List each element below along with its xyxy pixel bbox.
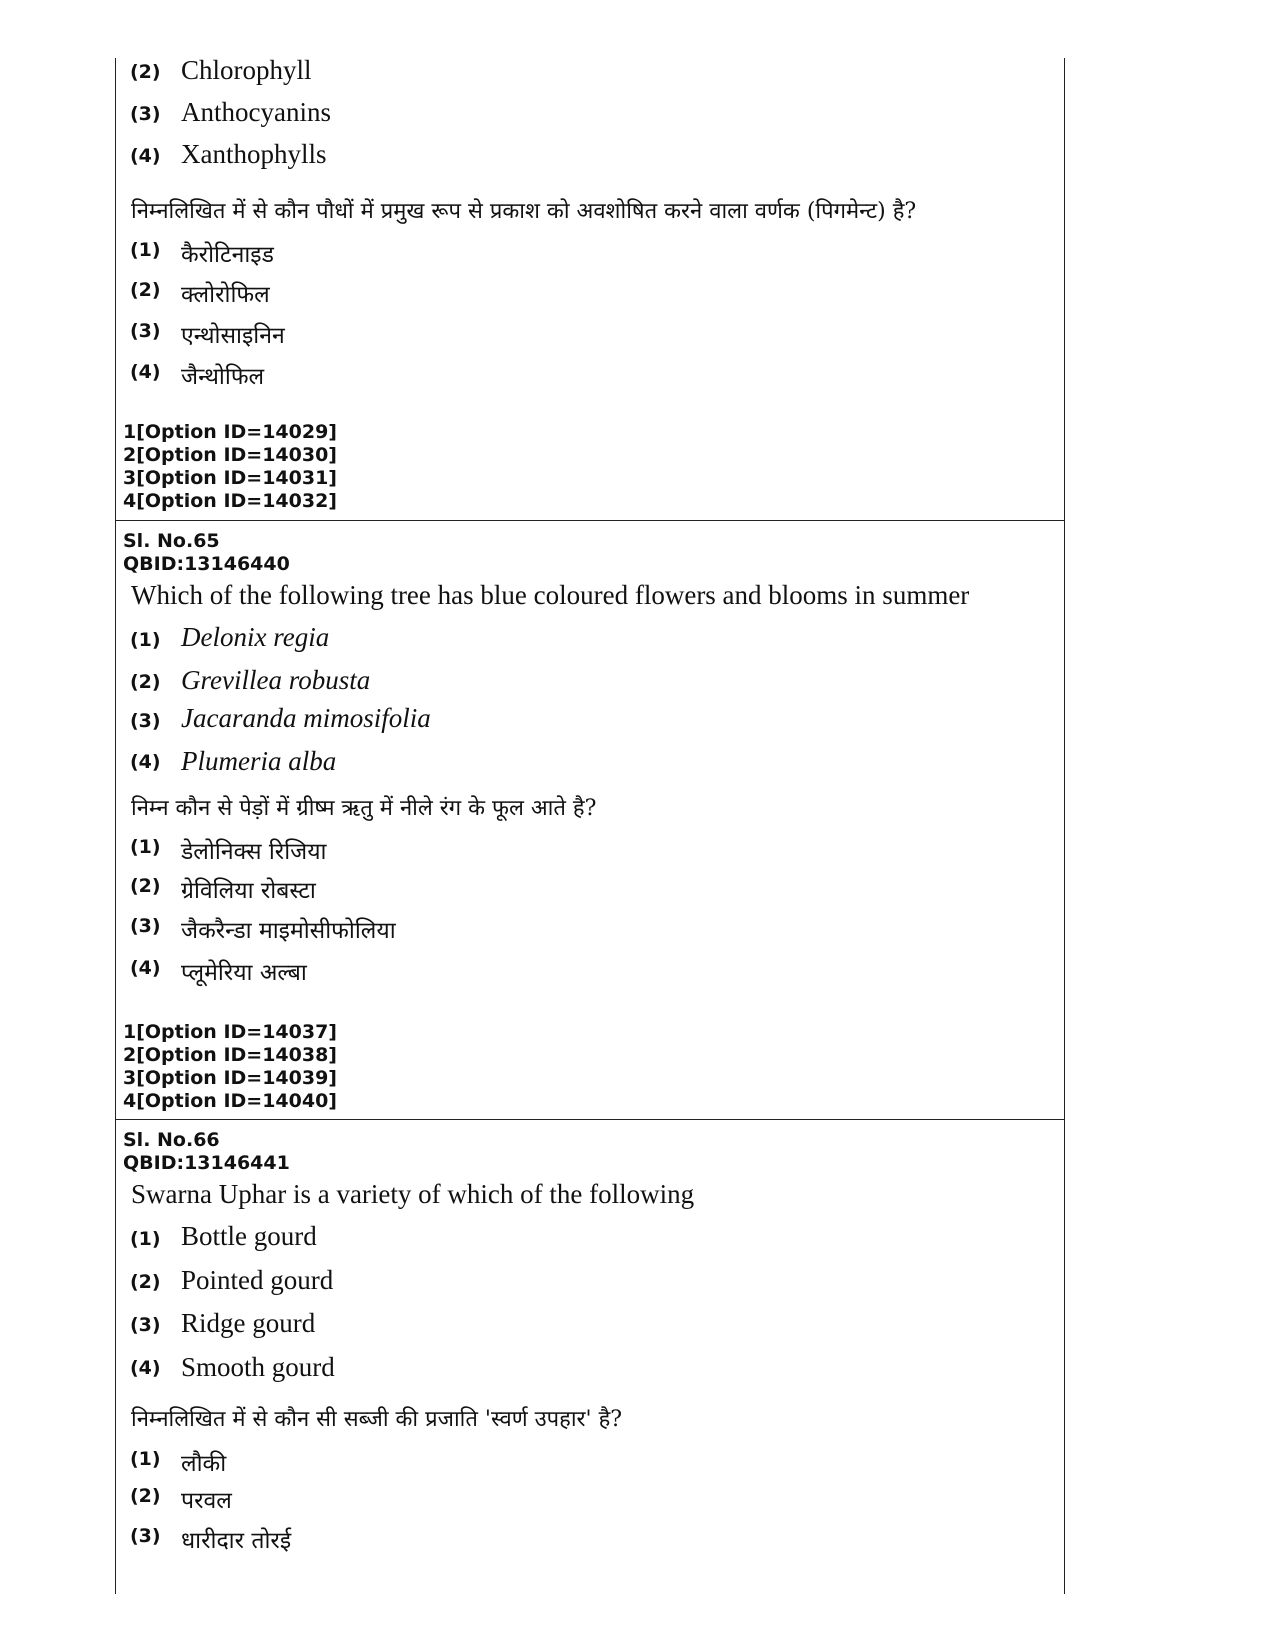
question-header [123,530,290,576]
row-divider [115,1119,1065,1120]
option-id: 3[Option ID=14031] [123,467,337,489]
option-id: 2[Option ID=14030] [123,444,337,466]
option-id-list [123,421,337,513]
qbid: QBID:13146440 [123,553,290,575]
question-text-hindi: निम्न कौन से पेड़ों में ग्रीष्म ऋतु में नीले रंग के फूल आते है? [131,796,597,821]
option-id: 4[Option ID=14032] [123,490,337,512]
option-id: 1[Option ID=14029] [123,421,337,443]
serial-number: Sl. No.66 [123,1129,220,1151]
option-id: 4[Option ID=14040] [123,1090,337,1112]
qbid: QBID:13146441 [123,1152,290,1174]
question-text-english: Swarna Uphar is a variety of which of the following [131,1179,695,1209]
row-divider [115,520,1065,521]
option-id-list [123,1021,337,1113]
question-header [123,1129,290,1175]
question-text-hindi: निम्नलिखित में से कौन पौधों में प्रमुख रूप से प्रकाश को अवशोषित करने वाला वर्णक (पिगमेन्ट) है? [131,199,917,224]
table-right-border [1064,58,1065,1594]
option-id: 2[Option ID=14038] [123,1044,337,1066]
option-id: 1[Option ID=14037] [123,1021,337,1043]
question-text-hindi: निम्नलिखित में से कौन सी सब्जी की प्रजाति 'स्वर्ण उपहार' है? [131,1407,623,1432]
serial-number: Sl. No.65 [123,530,220,552]
question-text-english: Which of the following tree has blue coloured flowers and blooms in summer [131,580,970,610]
table-left-border [115,58,116,1594]
option-id: 3[Option ID=14039] [123,1067,337,1089]
